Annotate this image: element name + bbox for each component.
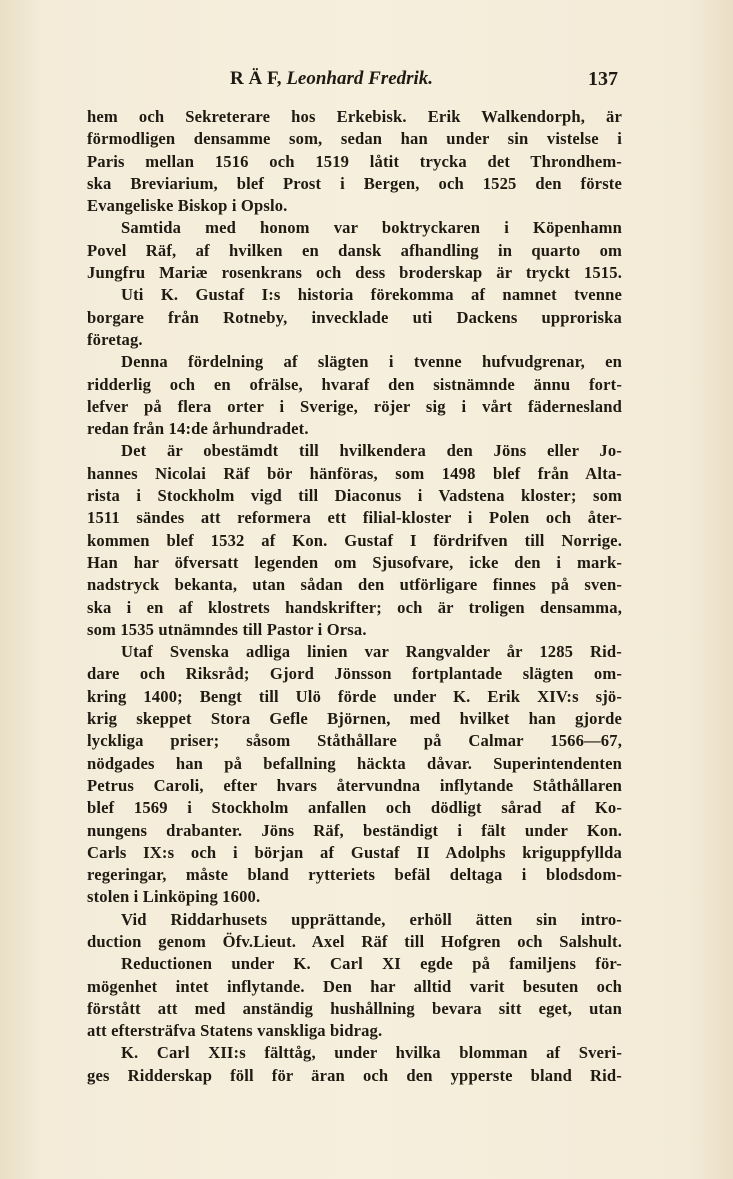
text-line: Denna fördelning af slägten i tvenne hufvudgrenar, en <box>121 352 622 372</box>
text-line: att eftersträfva Statens vanskliga bidrag. <box>87 1021 383 1041</box>
text-line: Carls IX:s och i början af Gustaf II Adolphs kriguppfyllda <box>87 842 622 862</box>
text-line: som 1535 utnämndes till Pastor i Orsa. <box>87 619 367 639</box>
text-line: lyckliga priser; såsom Ståthållare på Calmar 1566—67, <box>87 731 622 751</box>
page-header <box>90 64 618 94</box>
text-line: Reductionen under K. Carl XI egde på familjens för- <box>121 954 622 974</box>
running-head-prefix: R Ä F, <box>230 68 282 89</box>
text-line: blef 1569 i Stockholm anfallen och dödligt sårad af Ko- <box>87 798 622 818</box>
text-line: nadstryck bekanta, utan sådan den utförligare finnes på sven- <box>87 575 622 595</box>
text-line: Utaf Svenska adliga linien var Rangvalder år 1285 Rid- <box>121 642 622 662</box>
text-line: ska i en af klostrets handskrifter; och är troligen densamma, <box>87 597 622 617</box>
text-line: rista i Stockholm vigd till Diaconus i Vadstena kloster; som <box>87 486 622 506</box>
text-line: Uti K. Gustaf I:s historia förekomma af namnet tvenne <box>121 285 622 305</box>
text-line: Det är obestämdt till hvilkendera den Jöns eller Jo- <box>121 441 622 461</box>
running-head <box>230 68 433 90</box>
page-number: 137 <box>588 68 618 90</box>
text-line: hannes Nicolai Räf bör hänföras, som 1498 blef från Alta- <box>87 463 622 483</box>
text-line: förmodligen densamme som, sedan han under sin vistelse i <box>87 129 622 149</box>
text-line: Han har öfversatt legenden om Sjusofvare, icke den i mark- <box>87 552 622 572</box>
text-line: Povel Räf, af hvilken en dansk afhandling in quarto om <box>87 240 622 260</box>
text-line: lefver på flera orter i Sverige, röjer sig i vårt fädernesland <box>87 396 622 416</box>
text-line: stolen i Linköping 1600. <box>87 887 261 907</box>
text-line: kommen blef 1532 af Kon. Gustaf I fördrifven till Norrige. <box>87 530 622 550</box>
text-line: borgare från Rotneby, invecklade uti Dackens upproriska <box>87 307 622 327</box>
running-head-name: Leonhard Fredrik. <box>286 68 434 89</box>
text-line: krig skeppet Stora Gefle Björnen, med hvilket han gjorde <box>87 709 622 729</box>
text-line: Evangeliske Biskop i Opslo. <box>87 196 288 216</box>
text-line: Petrus Caroli, efter hvars återvundna inflytande Ståthållaren <box>87 775 622 795</box>
body-text <box>87 106 622 1087</box>
text-line: nödgades han på befallning häckta dåvar. Superintendenten <box>87 753 622 773</box>
text-line: duction genom Öfv.Lieut. Axel Räf till Hofgren och Salshult. <box>87 931 622 951</box>
text-line: mögenhet intet inflytande. Den har alltid varit besuten och <box>87 976 622 996</box>
text-line: K. Carl XII:s fälttåg, under hvilka blomman af Sveri- <box>121 1043 622 1063</box>
text-line: regeringar, måste bland rytteriets befäl deltaga i blodsdom- <box>87 865 622 885</box>
text-line: dare och Riksråd; Gjord Jönsson fortplantade slägten om- <box>87 664 622 684</box>
text-line: ridderlig och en ofrälse, hvaraf den sistnämnde ännu fort- <box>87 374 622 394</box>
text-line: Samtida med honom var boktryckaren i Köpenhamn <box>121 218 622 238</box>
text-line: förstått att med anständig hushållning bevara sitt eget, utan <box>87 998 622 1018</box>
text-line: kring 1400; Bengt till Ulö förde under K. Erik XIV:s sjö- <box>87 686 622 706</box>
text-line: Vid Riddarhusets upprättande, erhöll ätten sin intro- <box>121 909 622 929</box>
text-line: Paris mellan 1516 och 1519 låtit trycka det Throndhem- <box>87 151 622 171</box>
text-line: hem och Sekreterare hos Erkebisk. Erik Walkendorph, är <box>87 107 622 126</box>
text-line: företag. <box>87 329 143 349</box>
text-line: 1511 sändes att reformera ett filial-kloster i Polen och åter- <box>87 508 622 528</box>
text-line: redan från 14:de århundradet. <box>87 419 309 439</box>
text-line: ska Breviarium, blef Prost i Bergen, och 1525 den förste <box>87 173 622 193</box>
text-line: nungens drabanter. Jöns Räf, beständigt i fält under Kon. <box>87 820 622 840</box>
text-line: ges Ridderskap föll för äran och den ypperste bland Rid- <box>87 1065 622 1085</box>
text-line: Jungfru Mariæ rosenkrans och dess broderskap är tryckt 1515. <box>87 263 622 283</box>
